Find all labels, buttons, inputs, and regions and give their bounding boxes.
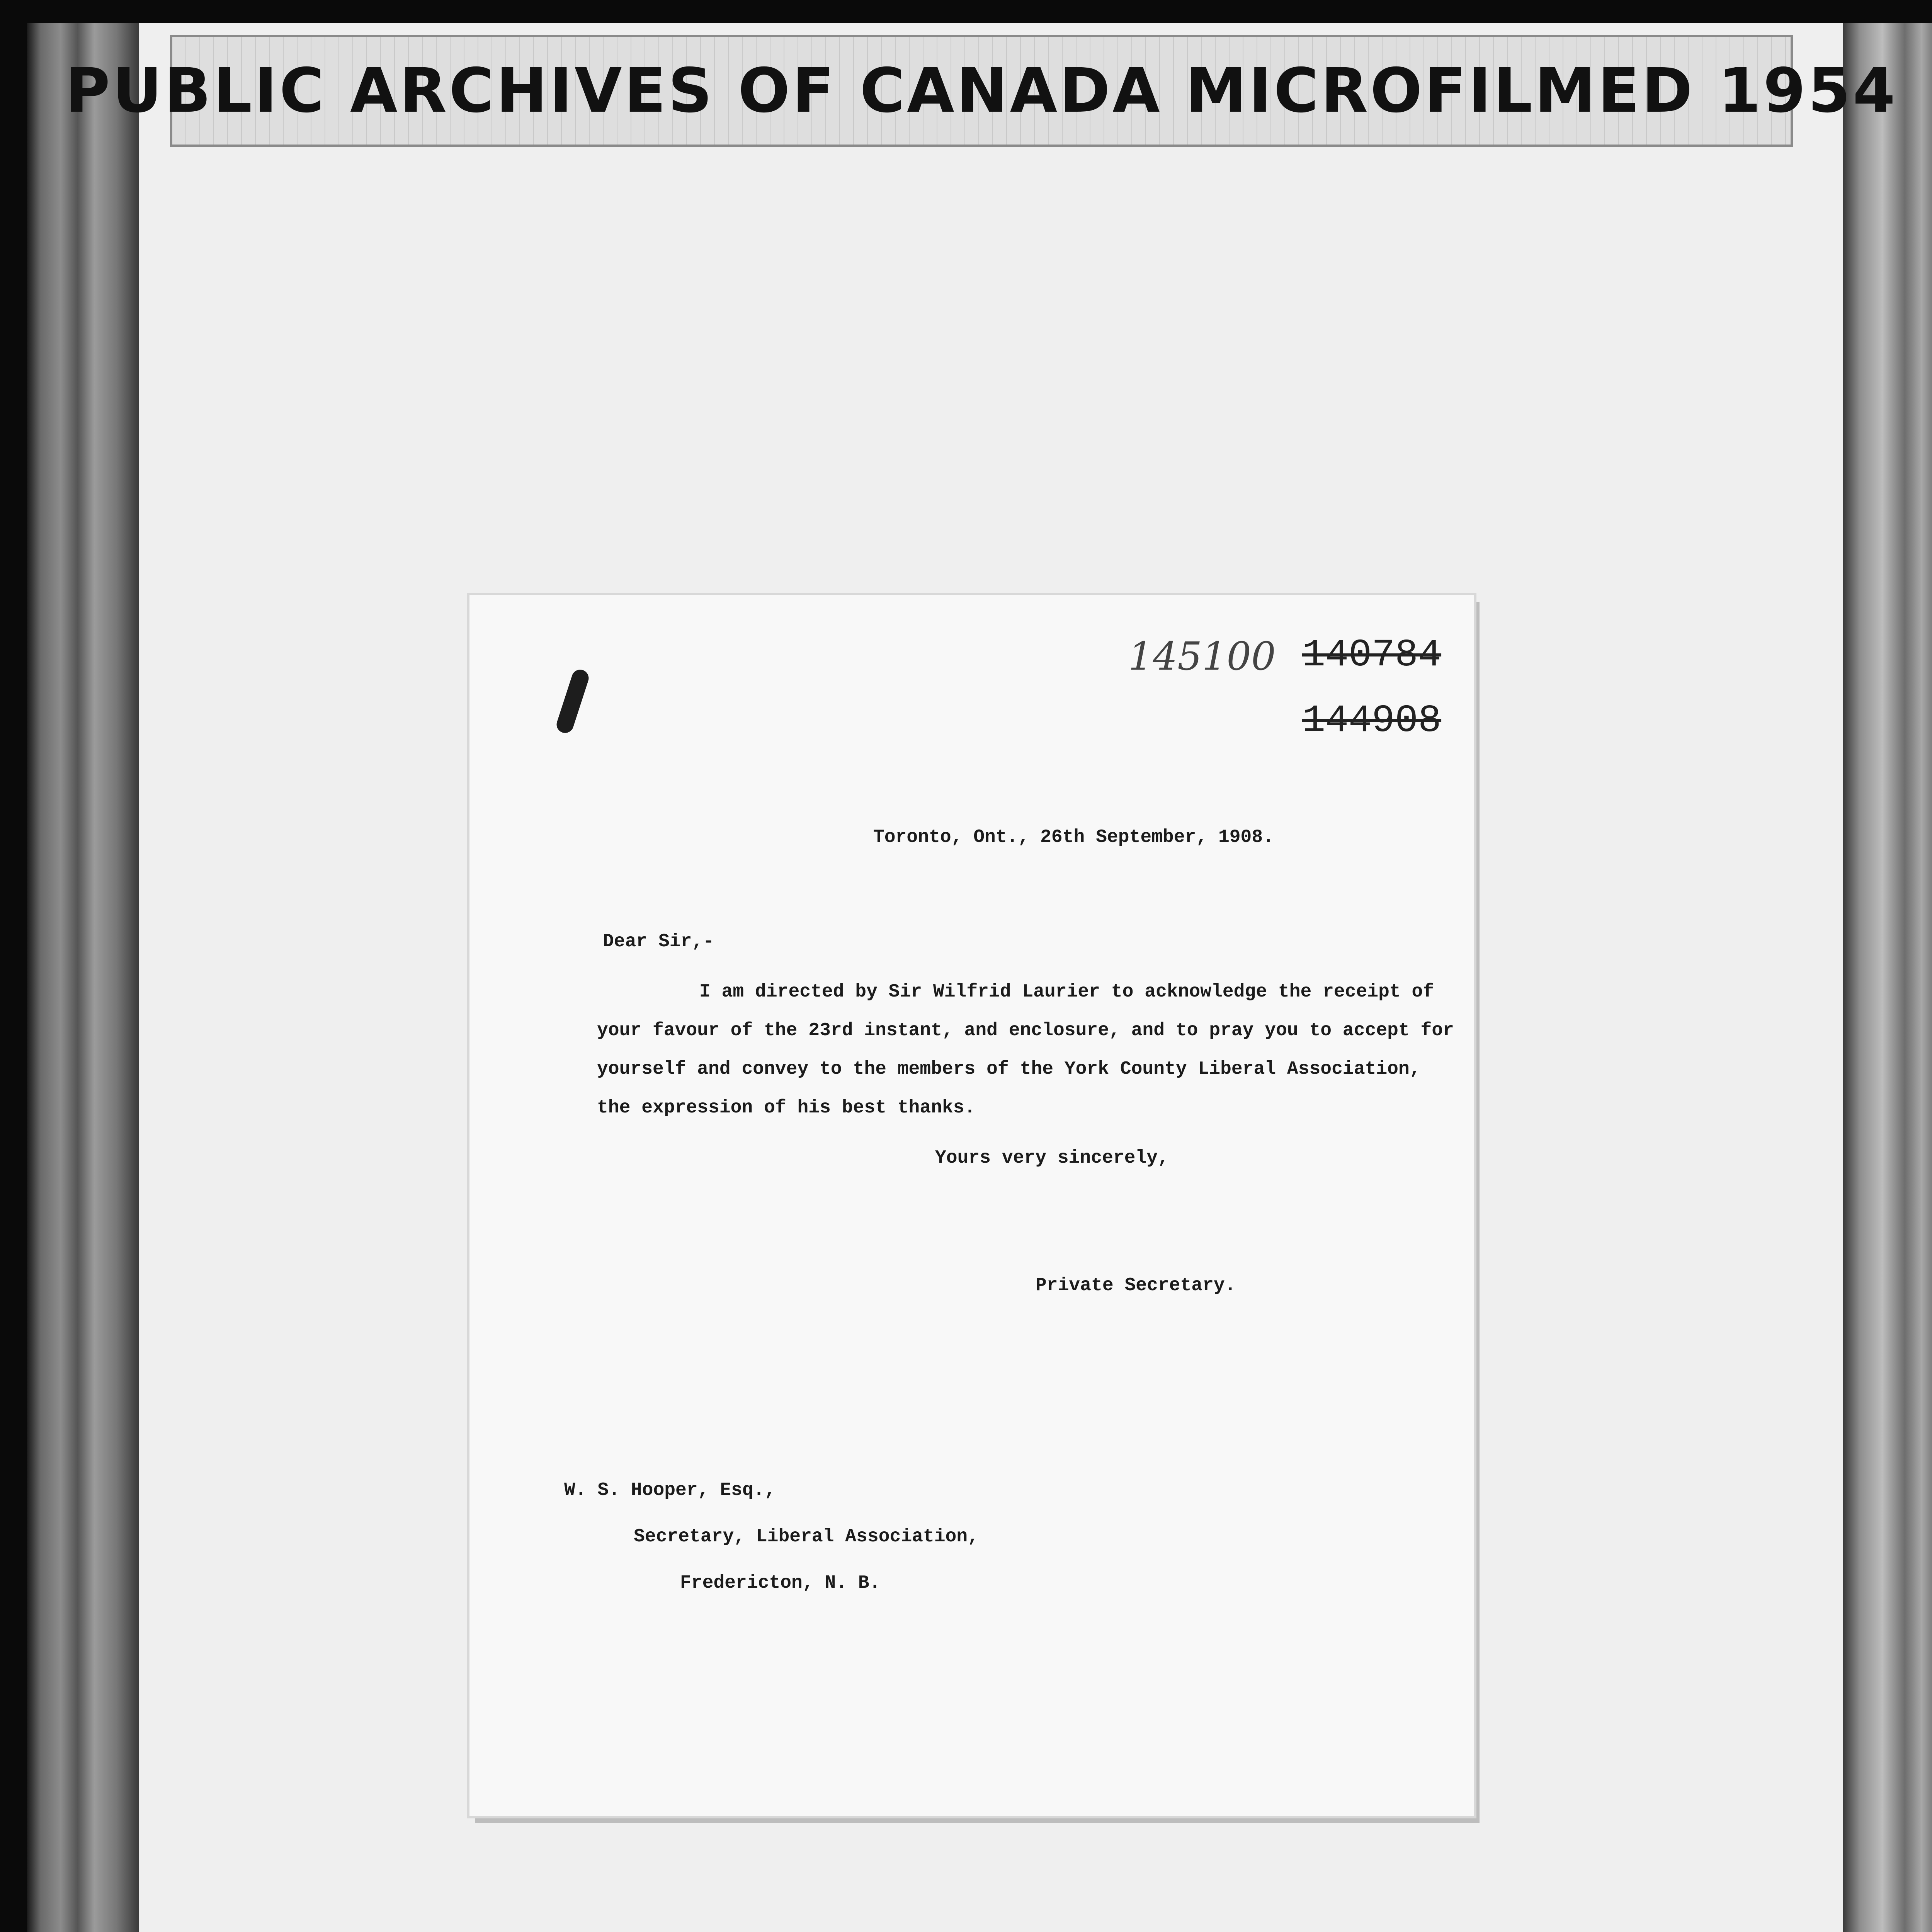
archives-banner xyxy=(65,35,1898,147)
address-line: Secretary, Liberal Association, xyxy=(634,1526,979,1547)
struck-reference-number: 144908 xyxy=(1302,699,1442,743)
handwritten-reference-number: 145100 xyxy=(1128,634,1276,679)
banner-text: PUBLIC ARCHIVES OF CANADA MICROFILMED 1954 xyxy=(65,55,1898,126)
struck-reference-number: 140784 xyxy=(1302,634,1442,677)
body-line: yourself and convey to the members of the York County Liberal Association, xyxy=(597,1059,1421,1080)
film-rail-left xyxy=(27,23,139,1932)
body-line: your favour of the 23rd instant, and enclosure, and to pray you to accept for xyxy=(597,1020,1454,1041)
signature-title: Private Secretary. xyxy=(1036,1275,1236,1296)
address-line: W. S. Hooper, Esq., xyxy=(564,1480,776,1501)
salutation: Dear Sir,- xyxy=(603,931,714,952)
body-line: the expression of his best thanks. xyxy=(597,1097,976,1118)
dateline: Toronto, Ont., 26th September, 1908. xyxy=(873,827,1274,848)
closing: Yours very sincerely, xyxy=(935,1148,1169,1168)
letter-sheet xyxy=(469,595,1474,1816)
address-line: Fredericton, N. B. xyxy=(680,1573,881,1594)
body-line: I am directed by Sir Wilfrid Laurier to acknowledge the receipt of xyxy=(699,981,1434,1002)
film-rail-right xyxy=(1843,23,1932,1932)
